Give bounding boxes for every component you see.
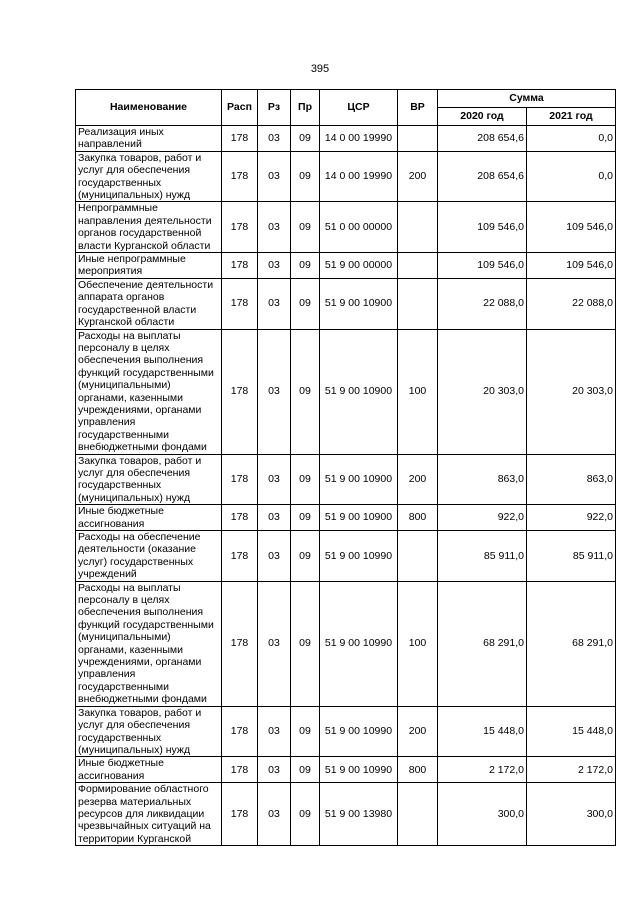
cell-rasp: 178 [222,253,258,279]
cell-vr: 200 [398,454,438,505]
table-row [76,757,616,783]
table-row [76,253,616,279]
cell-y2021: 22 088,0 [527,278,616,329]
cell-csr: 51 9 00 13980 [320,783,398,846]
cell-name: Непрограммные направления деятельности органов государственной власти Курганской области [76,202,222,253]
cell-name: Закупка товаров, работ и услуг для обеспечения государственных (муниципальных) нужд [76,454,222,505]
cell-rasp: 178 [222,531,258,582]
cell-csr: 51 9 00 10900 [320,329,398,454]
header-vr: ВР [398,90,438,126]
cell-name: Реализация иных направлений [76,126,222,152]
cell-pr: 09 [291,454,320,505]
cell-rasp: 178 [222,706,258,757]
cell-vr [398,202,438,253]
cell-pr: 09 [291,757,320,783]
cell-rz: 03 [258,783,291,846]
cell-rasp: 178 [222,454,258,505]
cell-vr: 100 [398,329,438,454]
cell-name: Иные непрограммные мероприятия [76,253,222,279]
cell-vr [398,783,438,846]
cell-csr: 51 9 00 10990 [320,581,398,706]
cell-y2021: 109 546,0 [527,202,616,253]
cell-y2021: 15 448,0 [527,706,616,757]
cell-vr: 800 [398,505,438,531]
cell-name: Иные бюджетные ассигнования [76,505,222,531]
cell-rasp: 178 [222,783,258,846]
cell-y2020: 68 291,0 [438,581,527,706]
cell-csr: 51 9 00 10900 [320,278,398,329]
cell-y2020: 15 448,0 [438,706,527,757]
cell-vr [398,531,438,582]
cell-y2021: 85 911,0 [527,531,616,582]
cell-rz: 03 [258,253,291,279]
header-rz: Рз [258,90,291,126]
table-row [76,531,616,582]
cell-csr: 51 9 00 10900 [320,505,398,531]
cell-vr [398,278,438,329]
table-row [76,454,616,505]
cell-pr: 09 [291,278,320,329]
cell-name: Расходы на обеспечение деятельности (оказание услуг) государственных учреждений [76,531,222,582]
cell-csr: 51 9 00 10990 [320,531,398,582]
cell-y2021: 2 172,0 [527,757,616,783]
cell-rz: 03 [258,202,291,253]
cell-csr: 14 0 00 19990 [320,126,398,152]
header-pr: Пр [291,90,320,126]
cell-pr: 09 [291,581,320,706]
cell-name: Закупка товаров, работ и услуг для обеспечения государственных (муниципальных) нужд [76,706,222,757]
cell-y2020: 85 911,0 [438,531,527,582]
table-row [76,329,616,454]
cell-rz: 03 [258,454,291,505]
cell-y2020: 109 546,0 [438,202,527,253]
cell-name: Закупка товаров, работ и услуг для обеспечения государственных (муниципальных) нужд [76,151,222,202]
header-2020: 2020 год [438,108,527,126]
table-row [76,505,616,531]
cell-name: Расходы на выплаты персоналу в целях обеспечения выполнения функций государственными (муниципальными) органами, казенными учреждениями, органами управления государственными внебюджетными фондами [76,581,222,706]
cell-rz: 03 [258,757,291,783]
cell-y2020: 20 303,0 [438,329,527,454]
table-body [76,126,616,846]
table-row [76,706,616,757]
cell-pr: 09 [291,505,320,531]
cell-name: Расходы на выплаты персоналу в целях обеспечения выполнения функций государственными (муниципальными) органами, казенными учреждениями, органами управления государственными внебюджетными фондами [76,329,222,454]
cell-vr: 200 [398,151,438,202]
cell-y2020: 863,0 [438,454,527,505]
cell-name: Обеспечение деятельности аппарата органов государственной власти Курганской области [76,278,222,329]
cell-pr: 09 [291,151,320,202]
cell-y2021: 0,0 [527,151,616,202]
cell-rasp: 178 [222,757,258,783]
cell-y2021: 68 291,0 [527,581,616,706]
cell-y2021: 922,0 [527,505,616,531]
cell-rasp: 178 [222,126,258,152]
header-2021: 2021 год [527,108,616,126]
cell-y2021: 863,0 [527,454,616,505]
cell-y2020: 22 088,0 [438,278,527,329]
budget-table [75,89,616,846]
cell-rz: 03 [258,581,291,706]
cell-pr: 09 [291,126,320,152]
cell-name: Формирование областного резерва материальных ресурсов для ликвидации чрезвычайных ситуаций на территории Курганской [76,783,222,846]
cell-name: Иные бюджетные ассигнования [76,757,222,783]
header-rasp: Расп [222,90,258,126]
table-row [76,202,616,253]
cell-vr [398,126,438,152]
table-row [76,126,616,152]
page-number: 395 [310,63,330,75]
header-row [76,90,616,108]
cell-vr [398,253,438,279]
header-csr: ЦСР [320,90,398,126]
table-row [76,278,616,329]
header-name: Наименование [76,90,222,126]
cell-rasp: 178 [222,151,258,202]
cell-rz: 03 [258,278,291,329]
cell-vr: 200 [398,706,438,757]
cell-csr: 51 9 00 10900 [320,454,398,505]
cell-rz: 03 [258,329,291,454]
cell-vr: 100 [398,581,438,706]
table-row [76,151,616,202]
cell-pr: 09 [291,531,320,582]
cell-y2020: 208 654,6 [438,126,527,152]
cell-y2021: 20 303,0 [527,329,616,454]
cell-pr: 09 [291,202,320,253]
cell-pr: 09 [291,329,320,454]
cell-rasp: 178 [222,329,258,454]
cell-csr: 51 9 00 10990 [320,706,398,757]
cell-rz: 03 [258,505,291,531]
cell-pr: 09 [291,783,320,846]
cell-y2021: 109 546,0 [527,253,616,279]
cell-csr: 51 9 00 00000 [320,253,398,279]
cell-y2020: 109 546,0 [438,253,527,279]
cell-csr: 14 0 00 19990 [320,151,398,202]
table-row [76,783,616,846]
cell-pr: 09 [291,253,320,279]
cell-y2020: 300,0 [438,783,527,846]
cell-rasp: 178 [222,505,258,531]
table-row [76,581,616,706]
cell-y2021: 300,0 [527,783,616,846]
cell-y2020: 2 172,0 [438,757,527,783]
header-sum: Сумма [438,90,616,108]
cell-y2020: 922,0 [438,505,527,531]
cell-rz: 03 [258,151,291,202]
cell-rasp: 178 [222,581,258,706]
cell-rasp: 178 [222,202,258,253]
cell-csr: 51 9 00 10990 [320,757,398,783]
cell-rz: 03 [258,706,291,757]
cell-pr: 09 [291,706,320,757]
cell-y2021: 0,0 [527,126,616,152]
cell-csr: 51 0 00 00000 [320,202,398,253]
cell-y2020: 208 654,6 [438,151,527,202]
cell-rz: 03 [258,531,291,582]
cell-rz: 03 [258,126,291,152]
cell-vr: 800 [398,757,438,783]
cell-rasp: 178 [222,278,258,329]
